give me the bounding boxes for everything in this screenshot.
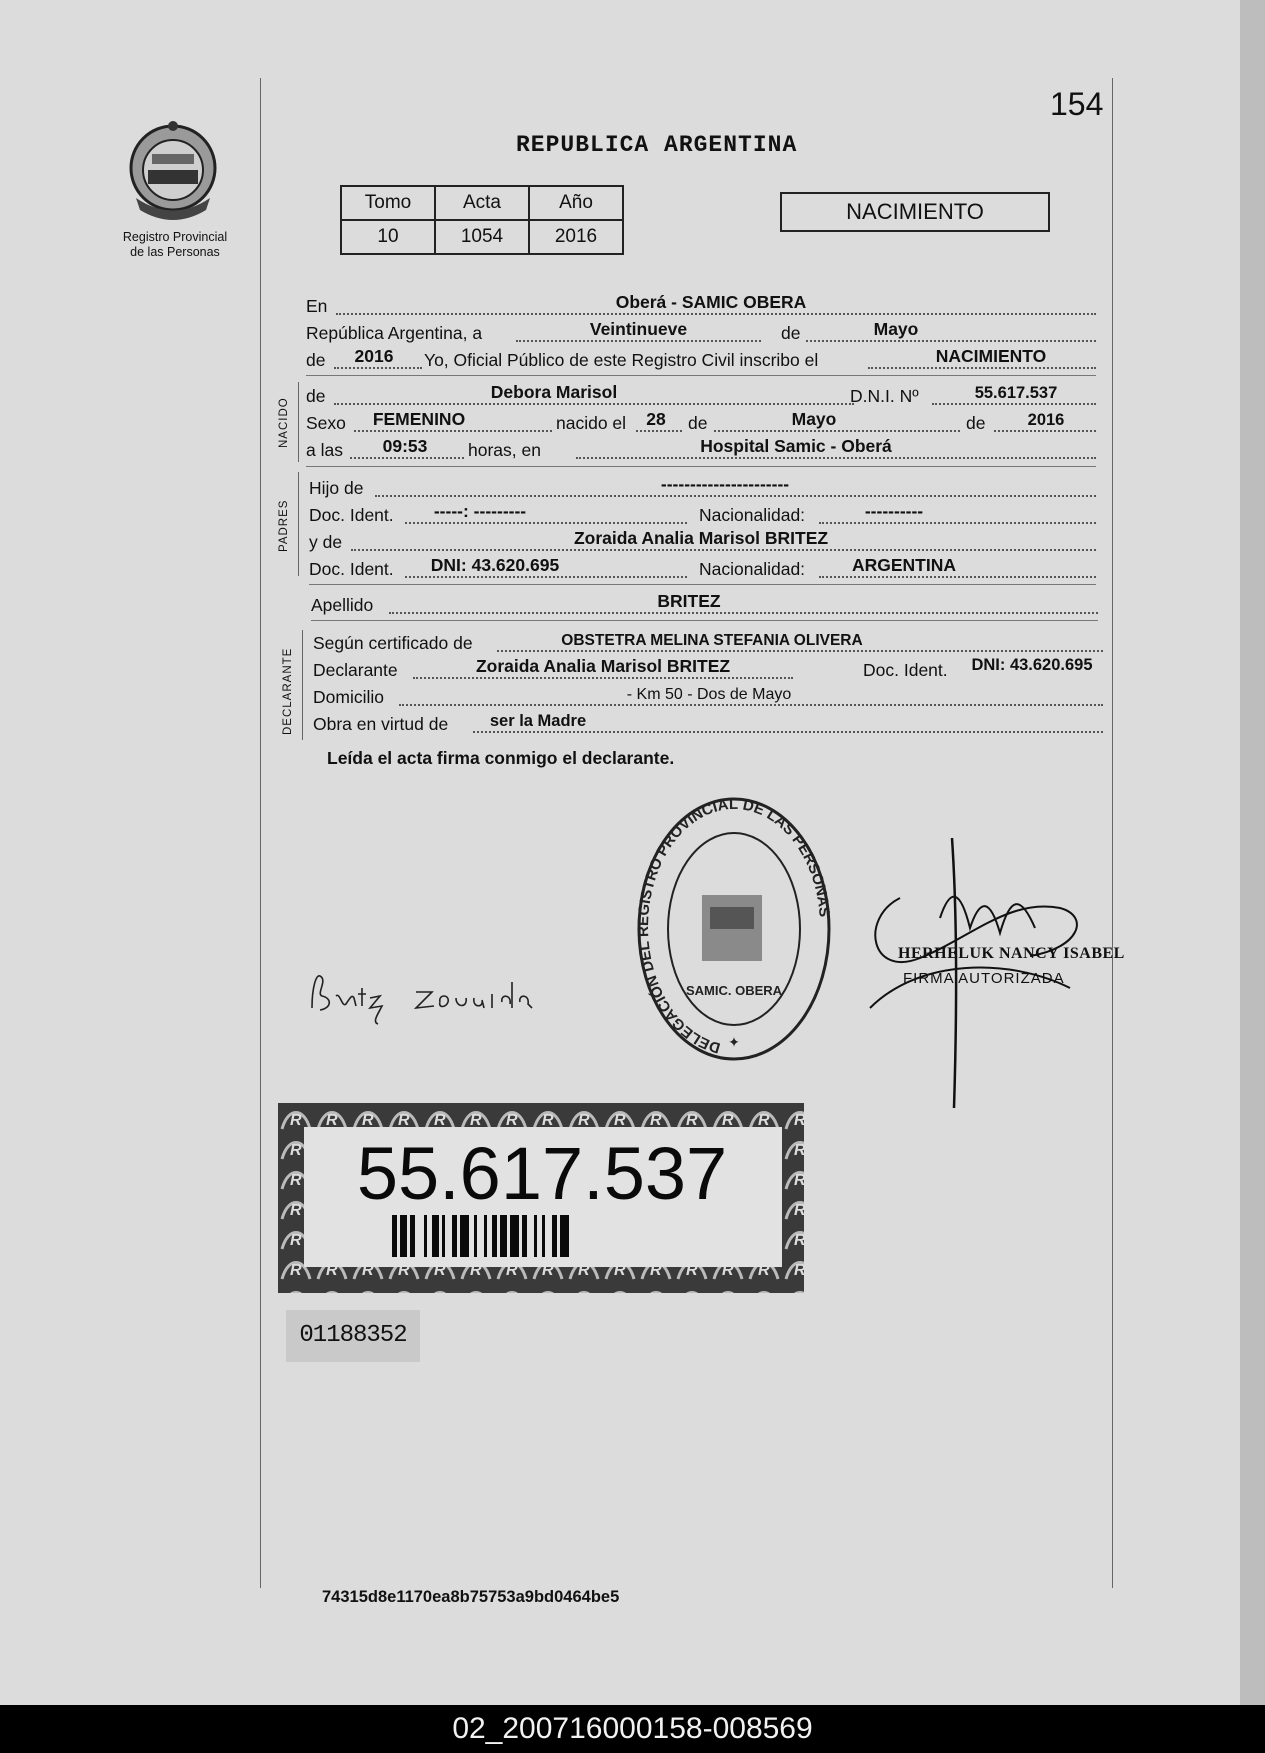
tomo-acta-anio-table (340, 185, 624, 255)
month-value: Mayo (873, 319, 919, 339)
dotted-line (819, 522, 1096, 524)
mother-nationality-value: ARGENTINA (851, 555, 957, 575)
serial-number: 01188352 (286, 1310, 420, 1362)
dotted-line (336, 313, 1096, 315)
dotted-line (636, 430, 682, 432)
barcode-bar (432, 1215, 439, 1257)
logo-caption-line2: de las Personas (130, 245, 220, 259)
row-declarante (313, 656, 1103, 683)
row-doc-mother (309, 555, 1096, 582)
barcode-bar (410, 1215, 415, 1257)
padres-section-label: PADRES (278, 499, 290, 552)
republica-label: República Argentina, a (306, 323, 483, 343)
de-label: de (781, 323, 801, 343)
domicilio-value: - Km 50 - Dos de Mayo (626, 686, 792, 703)
child-dni-value: 55.617.537 (974, 384, 1058, 402)
mother-name-value: Zoraida Analia Marisol BRITEZ (573, 528, 829, 548)
dotted-line (405, 522, 687, 524)
dotted-line (932, 403, 1096, 405)
certificate-by-value: OBSTETRA MELINA STEFANIA OLIVERA (561, 632, 863, 649)
stamp-outer-text: DELEGACIÓN DEL REGISTRO PROVINCIAL DE LAS PERSONAS (636, 795, 832, 1057)
section-bar (298, 382, 299, 462)
section-bar (298, 472, 299, 576)
year-value: 2016 (354, 346, 394, 366)
sexo-label: Sexo (306, 413, 346, 433)
closing-statement: Leída el acta firma conmigo el declarante. (327, 748, 675, 768)
barcode-bar (484, 1215, 487, 1257)
declarante-label: Declarante (313, 660, 398, 680)
oficial-text: Yo, Oficial Público de este Registro Civil inscribo el (424, 350, 819, 370)
left-margin-line (260, 78, 261, 1588)
document-hash: 74315d8e1170ea8b75753a9bd0464be5 (322, 1588, 620, 1606)
header-acta: Acta (435, 186, 529, 220)
barcode-number: 55.617.537 (356, 1132, 728, 1215)
dotted-line (994, 430, 1096, 432)
child-name-value: Debora Marisol (490, 382, 618, 402)
dotted-line (350, 457, 464, 459)
separator-line (306, 375, 1096, 376)
nacido-el-label: nacido el (556, 413, 627, 433)
declarant-name-value: Zoraida Analia Marisol BRITEZ (475, 656, 731, 676)
de-label: de (688, 413, 708, 433)
act-type-box: NACIMIENTO (780, 192, 1050, 232)
obra-label: Obra en virtud de (313, 714, 449, 734)
barcode-bar (510, 1215, 519, 1257)
dotted-line (497, 650, 1103, 652)
en-label: En (306, 296, 328, 316)
separator-line (309, 584, 1096, 585)
value-tomo: 10 (341, 220, 435, 254)
birth-month-value: Mayo (791, 409, 837, 429)
provincial-seal-logo (118, 118, 228, 228)
barcode-bar (542, 1215, 545, 1257)
dotted-line (806, 340, 1096, 342)
separator-line (306, 466, 1096, 467)
value-anio: 2016 (529, 220, 623, 254)
declarante-section-label: DECLARANTE (282, 647, 294, 735)
row-obra (313, 713, 1103, 737)
sexo-value: FEMENINO (372, 409, 466, 429)
row-hijo-de (309, 474, 1096, 501)
father-name-value: ---------------------- (660, 474, 790, 494)
barcode-bar (500, 1215, 507, 1257)
barcode-bar (452, 1215, 457, 1257)
right-margin-line (1112, 78, 1113, 1588)
dotted-line (714, 430, 960, 432)
de-label: de (306, 386, 326, 406)
place-value: Oberá - SAMIC OBERA (615, 292, 807, 312)
dotted-line (334, 403, 854, 405)
certificado-label: Según certificado de (313, 633, 473, 653)
row-domicilio (313, 686, 1103, 710)
barcode-bar (424, 1215, 427, 1257)
nacionalidad-label: Nacionalidad: (699, 559, 806, 579)
dotted-line (354, 430, 552, 432)
header-tomo: Tomo (341, 186, 435, 220)
dotted-line (868, 367, 1096, 369)
row-en (306, 292, 1096, 319)
row-apellido (311, 591, 1098, 618)
dotted-line (375, 495, 1096, 497)
dni-barcode-card (278, 1103, 804, 1293)
barcode-bar (492, 1215, 497, 1257)
official-stamp (636, 795, 832, 1063)
a-las-label: a las (306, 440, 343, 460)
separator-line (311, 620, 1098, 621)
dotted-line (399, 704, 1103, 706)
barcode-bar (474, 1215, 477, 1257)
father-nationality-value: ---------- (864, 501, 924, 521)
birth-time-value: 09:53 (382, 436, 428, 456)
dotted-line (819, 576, 1096, 578)
scan-footer-id: 02_200716000158-008569 (0, 1705, 1265, 1753)
row-certificado (313, 632, 1103, 656)
declarant-doc-value: DNI: 43.620.695 (971, 656, 1093, 674)
nacionalidad-label: Nacionalidad: (699, 505, 806, 525)
act-type-value: NACIMIENTO (935, 346, 1047, 366)
page-number: 154 (1050, 86, 1104, 122)
section-bar (302, 630, 303, 740)
dotted-line (413, 677, 793, 679)
row-hora (306, 436, 1096, 463)
doc-ident-label: Doc. Ident. (309, 559, 394, 579)
y-de-label: y de (309, 532, 343, 552)
dotted-line (405, 576, 687, 578)
dni-label: D.N.I. Nº (850, 386, 919, 406)
horas-label: horas, en (468, 440, 541, 460)
row-doc-father (309, 501, 1096, 528)
nacido-section-label: NACIDO (278, 397, 290, 448)
barcode-bar (460, 1215, 469, 1257)
father-doc-value: -----: --------- (433, 501, 527, 521)
value-acta: 1054 (435, 220, 529, 254)
dotted-line (516, 340, 761, 342)
barcode-bar (534, 1215, 537, 1257)
handwritten-signature (306, 968, 556, 1028)
barcode-bar (400, 1215, 407, 1257)
barcode-bar (522, 1215, 527, 1257)
svg-text:✦: ✦ (728, 1034, 740, 1050)
domicilio-label: Domicilio (313, 687, 384, 707)
dotted-line (351, 549, 1096, 551)
official-role: FIRMA AUTORIZADA (903, 970, 1065, 987)
birth-year-value: 2016 (1027, 411, 1065, 429)
mother-doc-value: DNI: 43.620.695 (430, 555, 560, 575)
logo-caption-line1: Registro Provincial (122, 230, 228, 244)
de-label: de (966, 413, 986, 433)
logo-caption (110, 230, 240, 260)
stamp-inner-text: SAMIC. OBERA (685, 983, 783, 998)
row-republica (306, 319, 1096, 346)
doc-ident-label: Doc. Ident. (309, 505, 394, 525)
birth-place-value: Hospital Samic - Oberá (700, 436, 892, 456)
document-title: REPUBLICA ARGENTINA (516, 132, 798, 158)
row-y-de (309, 528, 1096, 555)
day-words-value: Veintinueve (589, 319, 688, 339)
dotted-line (389, 612, 1098, 614)
apellido-value: BRITEZ (657, 591, 721, 611)
de-label: de (306, 350, 326, 370)
hijo-de-label: Hijo de (309, 478, 364, 498)
barcode-bar (442, 1215, 445, 1257)
dotted-line (473, 731, 1103, 733)
row-sexo (306, 409, 1096, 436)
row-oficial (306, 346, 1096, 373)
dotted-line (334, 367, 422, 369)
doc-ident-label: Doc. Ident. (863, 660, 948, 680)
obra-value: ser la Madre (489, 712, 587, 730)
birth-day-value: 28 (646, 409, 666, 429)
row-nacido-name (306, 382, 1096, 409)
dotted-line (576, 457, 1096, 459)
barcode-bar (560, 1215, 569, 1257)
official-name: HERHELUK NANCY ISABEL (898, 945, 1125, 962)
barcode-bar (392, 1215, 397, 1257)
barcode-bar (552, 1215, 557, 1257)
apellido-label: Apellido (311, 595, 374, 615)
header-anio: Año (529, 186, 623, 220)
